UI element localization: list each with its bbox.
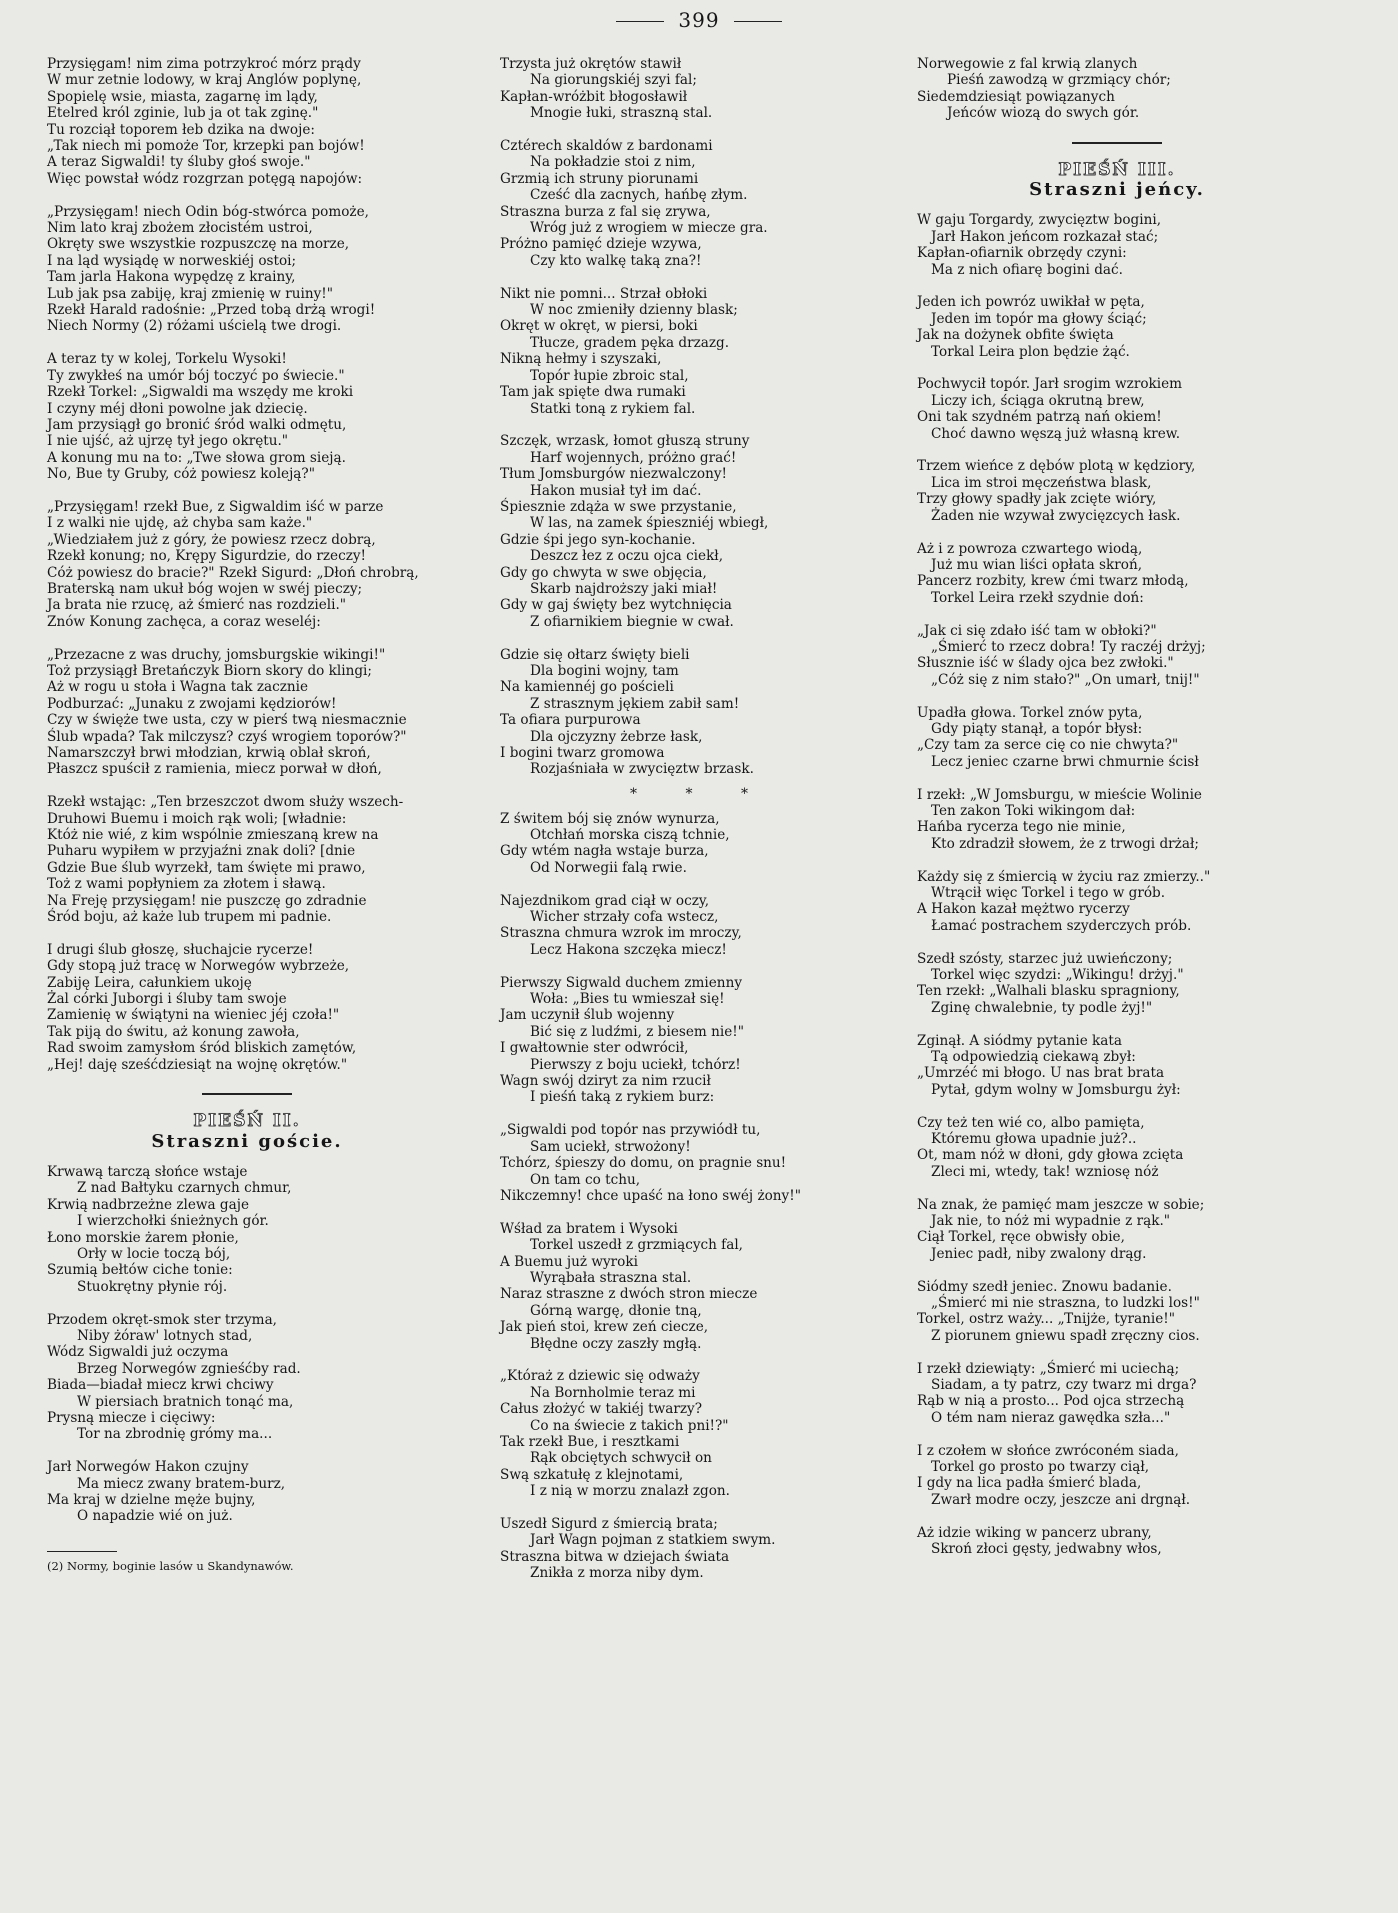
section-divider	[1072, 142, 1162, 144]
poem-line: Siedemdziesiąt powiązanych	[917, 88, 1115, 105]
stanza	[917, 1443, 1317, 1509]
poem-line: I drugi ślub głoszę, słuchajcie rycerze!	[47, 941, 314, 958]
poem-line: Tłucze, gradem pęka drzazg.	[530, 334, 730, 351]
poem-line: Z piorunem gniewu spadł zręczny cios.	[931, 1327, 1200, 1344]
poem-line: Gdzie się ołtarz święty bieli	[500, 646, 690, 663]
poem-line: Gdzie śpi jego syn-kochanie.	[500, 531, 696, 548]
poem-line: A konung mu na to: „Twe słowa grom sieją.	[47, 449, 346, 466]
poem-line: Torkal Leira plon będzie żąć.	[931, 343, 1130, 360]
stanza	[917, 541, 1317, 607]
poem-line: Niech Normy (2) różami uścielą twe drogi.	[47, 318, 342, 335]
poem-line: Szczęk, wrzask, łomot głuszą struny	[500, 433, 750, 450]
poem-line: Gdy go chwyta w swe objęcia,	[500, 564, 707, 581]
poem-line: Ciął Torkel, ręce obwisły obie,	[917, 1229, 1125, 1246]
poem-line: A Buemu już wyroki	[500, 1253, 638, 1270]
poem-line: „Hej! daję sześćdziesiąt na wojnę okrętów."	[47, 1056, 348, 1073]
poem-line: W piersiach bratnich tonąć ma,	[77, 1393, 294, 1410]
poem-line: Jarł Wagn pojman z statkiem swym.	[530, 1532, 776, 1549]
poem-line: Pieśń zawodzą w grzmiący chór;	[947, 72, 1171, 89]
poem-line: Trzysta już okrętów stawił	[500, 56, 682, 72]
poem-line: Krwią nadbrzeżne zlewa gaje	[47, 1196, 249, 1213]
poem-line: „Któraż z dziewic się odważy	[500, 1368, 700, 1385]
poem-line: Gdy stopą już tracę w Norwegów wybrzeże,	[47, 958, 350, 975]
poem-line: Kapłan-ofiarnik obrzędy czyni:	[917, 245, 1127, 262]
poem-line: Rzekł Torkel: „Sigwaldi ma wszędy me kroki	[47, 384, 354, 401]
stanza	[47, 794, 447, 925]
poem-line: Na Bornholmie teraz mi	[530, 1384, 696, 1401]
poem-line: O napadzie wié on już.	[77, 1508, 233, 1525]
poem-line: Jarł Hakon jeńcom rozkazał stać;	[931, 228, 1159, 245]
poem-line: Górną wargę, dłonie tną,	[530, 1302, 702, 1319]
poem-line: Tłum Jomsburgów niezwalczony!	[500, 466, 727, 483]
poem-line: Dla bogini wojny, tam	[530, 662, 679, 679]
poem-line: Hańba rycerza tego nie minie,	[917, 819, 1126, 836]
poem-line: Upadła głowa. Torkel znów pyta,	[917, 704, 1143, 721]
stanza	[500, 647, 900, 778]
poem-line: Spopielę wsie, miasta, zagarnę im lądy,	[47, 88, 318, 105]
poem-line: „Przysięgam! niech Odin bóg-stwórca pomoże,	[47, 203, 369, 220]
poem-line: Przysięgam! nim zima potrzykroć mórz prądy	[47, 56, 361, 72]
poem-line: Orły w locie toczą bój,	[77, 1245, 231, 1262]
poem-line: Jak na dożynek obfite święta	[917, 327, 1114, 344]
poem-line: Zabiję Leira, całunkiem ukoję	[47, 974, 252, 991]
stanza	[917, 56, 1317, 122]
poem-line: Pierwszy Sigwald duchem zmienny	[500, 974, 742, 991]
poem-line: Rąk obciętych schwycił on	[530, 1450, 712, 1467]
poem-line: Uszedł Sigurd z śmiercią brata;	[500, 1515, 718, 1532]
poem-line: Torkel Leira rzekł szydnie doń:	[931, 589, 1144, 606]
poem-line: Skroń złoci gęsty, jedwabny włos,	[931, 1541, 1162, 1558]
poem-line: Pancerz rozbity, krew ćmi twarz młodą,	[917, 573, 1189, 590]
poem-line: Toż przysiągł Bretańczyk Biorn skory do klingi;	[47, 662, 372, 679]
stanza	[47, 351, 447, 482]
poem-line: Trzem wieńce z dębów plotą w kędziory,	[917, 458, 1196, 475]
poem-line: Druhowi Buemu i moich rąk woli; [władnie:	[47, 810, 347, 827]
poem-line: W las, na zamek śpieszniéj wbiegł,	[530, 515, 769, 532]
poem-line: Ślub wpada? Tak milczysz? czyś wrogiem toporów?"	[47, 728, 407, 745]
poem-line: I rzekł dziewiąty: „Śmierć mi uciechą;	[917, 1360, 1180, 1377]
poem-line: Braterską nam ukuł bóg wojen w swéj pieczy;	[47, 580, 363, 597]
section-stars: * * *	[630, 786, 770, 803]
poem-line: Żaden nie wzywał zwycięzcych łask.	[931, 507, 1181, 524]
poem-line: Pytał, gdym wolny w Jomsburgu żył:	[931, 1081, 1181, 1098]
song-label: PIEŚŃ II.	[193, 1111, 301, 1132]
poem-line: Łamać postrachem szyderczych prób.	[931, 917, 1192, 934]
stanza	[47, 56, 447, 187]
stanza	[917, 376, 1317, 442]
poem-line: Ta ofiara purpurowa	[500, 712, 641, 729]
poem-line: Rzekł Harald radośnie: „Przed tobą drżą wrogi!	[47, 302, 376, 319]
poem-line: Tak piją do świtu, aż konung zawoła,	[47, 1023, 300, 1040]
stanza	[500, 1221, 900, 1352]
poem-line: „Sigwaldi pod topór nas przywiódł tu,	[500, 1122, 761, 1139]
poem-line: Lecz Hakona szczęka miecz!	[530, 941, 727, 958]
poem-line: Jeniec padł, niby zwalony drąg.	[931, 1245, 1147, 1262]
poem-line: I pieśń taką z rykiem burz:	[530, 1089, 715, 1106]
stanza	[500, 138, 900, 269]
poem-line: Norwegowie z fal krwią zlanych	[917, 56, 1138, 72]
poem-line: „Cóż się z nim stało?" „On umarł, tnij!"	[931, 671, 1200, 688]
poem-line: Ten rzekł: „Walhali blasku spragniony,	[917, 983, 1180, 1000]
poem-line: Rzekł konung; no, Krępy Sigurdzie, do rzeczy!	[47, 548, 367, 565]
poem-line: Tak rzekł Bue, i resztkami	[500, 1433, 680, 1450]
poem-line: Gdy w gaj święty bez wytchnięcia	[500, 597, 732, 614]
stanza	[917, 294, 1317, 360]
poem-line: Cóż powiesz do bracie?" Rzekł Sigurd: „Dłoń chrobrą,	[47, 564, 419, 581]
poem-line: Szedł szósty, starzec już uwieńczony;	[917, 950, 1173, 967]
stanza	[500, 433, 900, 630]
poem-line: Wyrąbała straszna stal.	[530, 1269, 692, 1286]
column-1	[47, 56, 447, 1574]
poem-line: Aż idzie wiking w pancerz ubrany,	[917, 1524, 1152, 1541]
poem-line: Słusznie iść w ślady ojca bez zwłoki."	[917, 655, 1174, 672]
poem-line: Gdy piąty stanął, a topór błysł:	[931, 720, 1143, 737]
stanza	[917, 458, 1317, 524]
poem-line: Żal córki Juborgi i śluby tam swoje	[47, 991, 287, 1008]
poem-line: Na giorungskiéj szyi fal;	[530, 72, 697, 89]
poem-line: Rzekł wstając: „Ten brzeszczot dwom służy wszech-	[47, 794, 404, 811]
poem-line: Tam jak spięte dwa rumaki	[500, 384, 686, 401]
stanza	[500, 56, 900, 122]
poem-part-3	[917, 56, 1317, 122]
poem-line: Rozjaśniała w zwycięztw brzask.	[530, 761, 754, 778]
poem-line: Puharu wypiłem w przyjaźni znak doli? [dnie	[47, 843, 356, 860]
poem-line: Mnogie łuki, straszną stal.	[530, 105, 713, 122]
poem-line: A teraz ty w kolej, Torkelu Wysoki!	[47, 351, 287, 368]
poem-line: Dla ojczyzny żebrze łask,	[530, 728, 703, 745]
poem-line: Toż z wami popłyniem za złotem i sławą.	[47, 876, 326, 893]
poem-line: „Wiedziałem już z góry, że powiesz rzecz dobrą,	[47, 531, 376, 548]
poem-line: Biada—biadał miecz krwi chciwy	[47, 1377, 274, 1394]
poem-line: Naraz straszne z dwóch stron miecze	[500, 1286, 758, 1303]
poem-line: Śpiesznie zdąża w swe przystanie,	[500, 498, 737, 515]
poem-line: Brzeg Norwegów zgnieśćby rad.	[77, 1360, 301, 1377]
stanza	[917, 705, 1317, 771]
poem-line: Nim lato kraj zbożem złocistém ustroi,	[47, 220, 313, 237]
poem-line: Krwawą tarczą słońce wstaje	[47, 1163, 248, 1180]
poem-line: Na znak, że pamięć mam jeszcze w sobie;	[917, 1196, 1205, 1213]
poem-line: Grzmią ich struny piorunami	[500, 170, 699, 187]
poem-line: W noc zmieniły dzienny blask;	[530, 302, 738, 319]
poem-line: Jak nie, to nóż mi wypadnie z rąk."	[931, 1213, 1171, 1230]
footnote-divider	[47, 1551, 117, 1552]
poem-line: Nikczemny! chce upaść na łono swéj żony!"	[500, 1187, 801, 1204]
poem-line: Ma z nich ofiarę bogini dać.	[931, 261, 1123, 278]
poem-line: Wtrącił więc Torkel i tego w grób.	[931, 884, 1166, 901]
poem-line: Już mu wian liści opłata skroń,	[931, 556, 1143, 573]
poem-line: Liczy ich, ściąga okrutną brew,	[931, 392, 1145, 409]
poem-line: Jeden im topór ma głowy ściąć;	[931, 310, 1147, 327]
poem-line: Lica im stroi męczeństwa blask,	[931, 474, 1152, 491]
section-divider	[202, 1093, 292, 1095]
poem-line: Najezdnikom grad ciął w oczy,	[500, 892, 710, 909]
poem-line: Bić się z ludźmi, z biesem nie!"	[530, 1023, 744, 1040]
poem-line: I z nią w morzu znalazł zgon.	[530, 1483, 730, 1500]
stanza	[47, 647, 447, 778]
poem-line: Rąb w nią a prosto... Pod ojca strzechą	[917, 1393, 1185, 1410]
poem-line: Aż w rogu u stoła i Wagna tak zacznie	[47, 679, 309, 696]
poem-line: Tą odpowiedzią ciekawą zbył:	[931, 1049, 1136, 1065]
poem-line: Na Freję przysięgam! nie puszczę go zdradnie	[47, 892, 367, 909]
poem-line: Oni tak szydném patrzą nań okiem!	[917, 409, 1162, 426]
poem-line: Tchórz, śpieszy do domu, on pragnie snu!	[500, 1155, 787, 1172]
poem-line: Któremu głowa upadnie już?..	[931, 1131, 1137, 1148]
poem-line: „Tak niech mi pomoże Tor, krzepki pan bojów!	[47, 138, 365, 155]
poem-line: Prysną miecze i cięciwy:	[47, 1409, 216, 1426]
poem-line: Znikła z morza niby dym.	[530, 1565, 704, 1582]
poem-line: Cztérech skaldów z bardonami	[500, 138, 713, 155]
poem-line: Lecz jeniec czarne brwi chmurnie ścisł	[931, 753, 1199, 770]
poem-line: Choć dawno węszą już własną krew.	[931, 425, 1181, 442]
poem-line: Statki toną z rykiem fal.	[530, 400, 696, 417]
poem-line: Kapłan-wróżbit błogosławił	[500, 88, 688, 105]
poem-line: Wśład za bratem i Wysoki	[500, 1220, 678, 1237]
poem-line: Zginął. A siódmy pytanie kata	[917, 1032, 1122, 1049]
poem-line: Zwarł modre oczy, jeszcze ani drgnął.	[931, 1491, 1191, 1508]
stanza	[47, 499, 447, 630]
poem-line: Łono morskie żarem płonie,	[47, 1229, 239, 1246]
poem-line: Siadam, a ty patrz, czy twarz mi drga?	[931, 1377, 1197, 1394]
poem-line: Woła: „Bies tu wmieszał się!	[530, 991, 725, 1008]
poem-line: Trzy głowy spadły jak zcięte wióry,	[917, 491, 1157, 508]
song-ii-text	[47, 1164, 447, 1525]
footnote: (2) Normy, boginie lasów u Skandynawów.	[47, 1558, 294, 1573]
poem-line: Swą szkatułę z klejnotami,	[500, 1466, 684, 1483]
column-3	[917, 56, 1317, 1574]
poem-line: Czy kto walkę taką zna?!	[530, 252, 702, 269]
poem-line: Pochwycił topór. Jarł srogim wzrokiem	[917, 376, 1183, 393]
poem-line: Straszna chmura wzrok im mroczy,	[500, 925, 742, 942]
poem-line: Niby żóraw' lotnych stad,	[77, 1327, 253, 1344]
poem-line: I z czołem w słońce zwróconém siada,	[917, 1442, 1179, 1459]
poem-line: Jak pień stoi, krew zeń ciecze,	[500, 1319, 709, 1336]
poem-line: I na ląd wysiądę w norweskiéj ostoi;	[47, 252, 297, 269]
column-2	[500, 56, 900, 1598]
poem-line: I gwałtownie ster odwrócił,	[500, 1040, 689, 1057]
poem-line: I z walki nie ujdę, aż chyba sam każe."	[47, 515, 313, 532]
poem-line: Gdy wtém nagła wstaje burza,	[500, 843, 709, 860]
poem-line: Zginę chwalebnie, ty podle żyj!"	[931, 999, 1153, 1016]
stanza	[500, 1516, 900, 1582]
poem-line: Przodem okręt-smok ster trzyma,	[47, 1311, 277, 1328]
poem-line: Siódmy szedł jeniec. Znowu badanie.	[917, 1278, 1172, 1295]
stanza	[47, 1459, 447, 1525]
poem-line: Ot, mam nóż w dłoni, gdy głowa zcięta	[917, 1147, 1184, 1164]
song-label: PIEŚŃ III.	[1058, 159, 1176, 180]
poem-line: Torkel więc szydzi: „Wikingu! drżyj."	[931, 966, 1184, 983]
poem-line: Namarszczył brwi młodzian, krwią oblał skroń,	[47, 745, 371, 761]
poem-line: Jam uczynił ślub wojenny	[500, 1007, 675, 1024]
poem-line: Gdzie Bue ślub wyrzekł, tam święte mi prawo,	[47, 859, 366, 876]
poem-line: „Umrzéć mi błogo. U nas brat brata	[917, 1065, 1165, 1082]
poem-line: I bogini twarz gromowa	[500, 745, 665, 761]
poem-line: „Jak ci się zdało iść tam w obłoki?"	[917, 622, 1157, 639]
poem-line: Ja brata nie rzucę, aż śmierć nas rozdzieli."	[47, 597, 347, 614]
poem-line: Harf wojennych, próżno grać!	[530, 449, 737, 466]
poem-line: Każdy się z śmiercią w życiu raz zmierzy.."	[917, 868, 1211, 885]
poem-line: Znów Konung zachęca, a coraz weseléj:	[47, 613, 321, 630]
poem-line: Jarł Norwegów Hakon czujny	[47, 1459, 249, 1476]
stanza	[500, 1122, 900, 1204]
poem-line: W mur zetnie lodowy, w kraj Anglów poplynę,	[47, 72, 362, 89]
stanza	[47, 204, 447, 335]
stanza	[500, 1368, 900, 1499]
poem-line: Etelred król zginie, lub ja ot tak zginę."	[47, 105, 319, 122]
poem-line: Próżno pamięć dzieje wzywa,	[500, 236, 702, 253]
poem-line: Hakon musiał tył im dać.	[530, 482, 702, 499]
poem-line: Na pokładzie stoi z nim,	[530, 154, 696, 171]
stanza	[917, 623, 1317, 689]
poem-line: Skarb najdroższy jaki miał!	[530, 580, 718, 597]
poem-line: O tém nam nieraz gawędka szła..."	[931, 1409, 1171, 1426]
poem-line: Okręt w okręt, w piersi, boki	[500, 318, 698, 335]
poem-line: „Śmierć mi nie straszna, to ludzki los!"	[931, 1295, 1200, 1312]
poem-line: „Śmierć to rzecz dobra! Ty raczéj drżyj;	[931, 638, 1206, 655]
poem-line: Kto zdradził słowem, że z trwogi drżał;	[931, 835, 1199, 852]
poem-line: Ma kraj w dzielne męże bujny,	[47, 1492, 256, 1508]
poem-line: Szumią bełtów ciche tonie:	[47, 1262, 233, 1279]
poem-line: Tor na zbrodnię grómy ma...	[77, 1426, 273, 1443]
poem-line: No, Bue ty Gruby, cóż powiesz koleją?"	[47, 466, 315, 483]
poem-line: I nie ujść, aż ujrzę tył jego okrętu."	[47, 433, 289, 450]
poem-line: Ma miecz zwany bratem-burz,	[77, 1475, 286, 1492]
poem-line: Z świtem bój się znów wynurza,	[500, 810, 720, 827]
stanza	[500, 975, 900, 1106]
stanza	[500, 893, 900, 959]
stanza	[917, 212, 1317, 278]
poem-line: Zamienię w świątyni na wieniec jéj czoła!"	[47, 1007, 340, 1024]
poem-line: W gaju Torgardy, zwycięztw bogini,	[917, 212, 1162, 229]
song-title: Straszni goście.	[151, 1130, 343, 1152]
poem-line: Jeden ich powróz uwikłał w pęta,	[917, 294, 1145, 311]
poem-line: I rzekł: „W Jomsburgu, w mieście Wolinie	[917, 786, 1202, 803]
poem-line: I wierzchołki śnieżnych gór.	[77, 1213, 269, 1230]
poem-line: Z ofiarnikiem biegnie w cwał.	[530, 613, 734, 630]
poem-line: Śród boju, aż każe lub trupem mi padnie.	[47, 909, 332, 926]
poem-line: Cześć dla zacnych, hańbę złym.	[530, 187, 748, 204]
stanza	[500, 286, 900, 417]
poem-line: Błędne oczy zaszły mgłą.	[530, 1335, 702, 1352]
poem-line: Otchłań morska ciszą tchnie,	[530, 827, 730, 844]
stanza	[917, 1197, 1317, 1263]
stanza	[47, 942, 447, 1073]
poem-part-2b	[500, 811, 900, 1582]
poem-line: Straszna burza z fal się zrywa,	[500, 203, 711, 220]
poem-line: Straszna bitwa w dziejach świata	[500, 1548, 730, 1565]
poem-part-1	[47, 56, 447, 1073]
poem-line: Któż nie wié, z kim wspólnie zmieszaną krew na	[47, 827, 379, 844]
poem-line: Wódz Sigwaldi już oczyma	[47, 1344, 229, 1361]
stanza	[917, 869, 1317, 935]
poem-line: Ty zwykłeś na umór bój toczyć po świecie."	[47, 367, 345, 384]
stanza	[917, 1279, 1317, 1345]
poem-line: Co na świecie z takich pni!?"	[530, 1417, 729, 1434]
poem-line: Okręty swe wszystkie rozpuszczę na morze,	[47, 236, 350, 253]
poem-line: „Przezacne z was druchy, jomsburgskie wikingi!"	[47, 646, 386, 663]
poem-line: Stuokrętny płynie rój.	[77, 1278, 228, 1295]
poem-line: Torkel uszedł z grzmiących fal,	[530, 1237, 743, 1254]
stanza	[917, 951, 1317, 1017]
stanza	[917, 1115, 1317, 1181]
stanza	[917, 787, 1317, 853]
poem-line: Tam jarla Hakona wypędzę z krainy,	[47, 269, 296, 286]
poem-line: Jeńców wiozą do swych gór.	[947, 105, 1140, 122]
poem-part-2a	[500, 56, 900, 778]
poem-line: Więc powstał wódz rozgrzan potęgą napojów:	[47, 170, 363, 187]
poem-line: Od Norwegii falą rwie.	[530, 859, 687, 876]
poem-line: Jam przysiągł go bronić śród walki odmętu,	[47, 416, 347, 433]
poem-line: „Czy tam za serce cię co nie chwyta?"	[917, 737, 1179, 754]
poem-line: A Hakon kazał mężtwo rycerzy	[917, 901, 1130, 918]
stanza	[47, 1164, 447, 1295]
poem-line: On tam co tchu,	[530, 1171, 641, 1188]
stanza	[917, 1361, 1317, 1427]
poem-line: Aż i z powroza czwartego wiodą,	[917, 540, 1143, 557]
poem-line: Z nad Bałtyku czarnych chmur,	[77, 1180, 292, 1197]
poem-line: Torkel go prosto po twarzy ciął,	[931, 1459, 1150, 1476]
poem-line: Czy też ten wié co, albo pamięta,	[917, 1114, 1145, 1131]
poem-line: Tu rozciął toporem łeb dzika na dwoje:	[47, 121, 315, 138]
poem-line: Wróg już z wrogiem w miecze gra.	[530, 220, 768, 237]
poem-line: Wagn swój dziryt za nim rzucił	[500, 1073, 711, 1090]
stanza	[917, 1033, 1317, 1099]
poem-line: Sam uciekł, strwożony!	[530, 1138, 691, 1155]
song-iii-text	[917, 212, 1317, 1557]
poem-line: Zleci mi, wtedy, tak! wzniosę nóż	[931, 1163, 1159, 1180]
song-title: Straszni jeńcy.	[1029, 179, 1205, 201]
poem-line: Całus złożyć w takiéj twarzy?	[500, 1401, 703, 1418]
poem-line: Ten zakon Toki wikingom dał:	[931, 802, 1136, 819]
poem-line: Nikt nie pomni... Strzał obłoki	[500, 285, 708, 302]
poem-line: Płaszcz spuścił z ramienia, miecz porwał w dłoń,	[47, 761, 382, 778]
poem-line: Na kamiennéj go pościeli	[500, 679, 674, 696]
stanza	[917, 1525, 1317, 1558]
poem-line: Deszcz łez z oczu ojca ciekł,	[530, 548, 724, 565]
poem-line: Nikną hełmy i szyszaki,	[500, 351, 662, 368]
poem-line: „Przysięgam! rzekł Bue, z Sigwaldim iść w parze	[47, 498, 384, 515]
poem-line: Topór łupie zbroic stal,	[530, 367, 689, 384]
poem-line: Podburzać: „Junaku z zwojami kędziorów!	[47, 695, 337, 712]
poem-line: Pierwszy z boju uciekł, tchórz!	[530, 1056, 741, 1073]
poem-line: I gdy na lica padła śmierć blada,	[917, 1475, 1142, 1492]
poem-line: Lub jak psa zabiję, kraj zmienię w ruiny!"	[47, 285, 333, 302]
poem-line: I czyny méj dłoni powolne jak dziecię.	[47, 400, 308, 417]
stanza	[47, 1312, 447, 1443]
poem-line: Z strasznym jękiem zabił sam!	[530, 695, 740, 712]
poem-line: Rad swoim zamysłom śród bliskich zamętów,	[47, 1040, 357, 1057]
poem-line: Czy w święże twe usta, czy w pierś twą niesmacznie	[47, 712, 407, 729]
page-number: 399	[0, 8, 1398, 32]
poem-line: A teraz Sigwaldi! ty śluby głoś swoje."	[47, 154, 311, 171]
stanza	[500, 811, 900, 877]
poem-line: Torkel, ostrz waży... „Tnijże, tyranie!"	[917, 1311, 1176, 1328]
poem-line: Wicher strzały cofa wstecz,	[530, 909, 719, 926]
